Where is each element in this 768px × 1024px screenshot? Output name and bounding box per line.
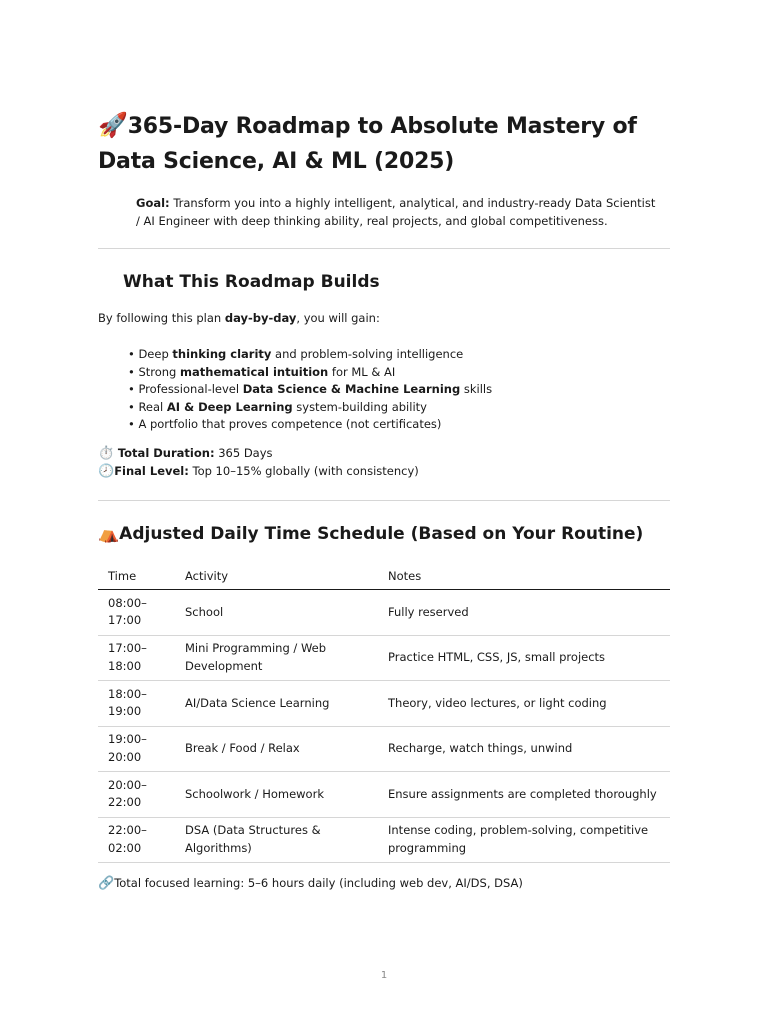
- stopwatch-icon: ⏱️: [98, 446, 115, 461]
- notes-cell: Practice HTML, CSS, JS, small projects: [378, 635, 670, 681]
- activity-cell: AI/Data Science Learning: [175, 681, 378, 727]
- table-row: [98, 590, 670, 636]
- goal-label: Goal:: [136, 196, 170, 210]
- activity-cell: School: [175, 590, 378, 636]
- duration-value: 365 Days: [218, 446, 273, 460]
- table-row: [98, 772, 670, 818]
- table-row: [98, 817, 670, 863]
- schedule-heading: [98, 522, 643, 546]
- schedule-summary: [98, 875, 523, 892]
- duration-label: Total Duration:: [117, 446, 215, 460]
- total-duration: [98, 445, 273, 462]
- summary-text: Total focused learning: 5–6 hours daily (including web dev, AI/DS, DSA): [114, 876, 523, 890]
- column-header-activity: Activity: [175, 562, 378, 590]
- schedule-heading-text: Adjusted Daily Time Schedule (Based on Your Routine): [119, 524, 644, 544]
- time-cell: 22:00–02:00: [98, 817, 175, 863]
- page-number: 1: [380, 970, 388, 981]
- column-header-time: Time: [98, 562, 175, 590]
- clock-icon: 🕗: [98, 464, 115, 479]
- notes-cell: Theory, video lectures, or light coding: [378, 681, 670, 727]
- time-cell: 20:00–22:00: [98, 772, 175, 818]
- divider: [98, 248, 670, 249]
- title-text: 365-Day Roadmap to Absolute Mastery of Data Science, AI & ML (2025): [98, 114, 637, 174]
- final-level: [98, 463, 419, 480]
- activity-cell: Schoolwork / Homework: [175, 772, 378, 818]
- table-row: [98, 681, 670, 727]
- builds-intro: [98, 310, 380, 326]
- schedule-table: [98, 562, 670, 863]
- divider: [98, 500, 670, 501]
- notes-cell: Fully reserved: [378, 590, 670, 636]
- link-icon: 🔗: [98, 876, 115, 891]
- table-row: [98, 635, 670, 681]
- list-item: • Real AI & Deep Learning system-building ability: [128, 399, 492, 417]
- table-header-row: [98, 562, 670, 590]
- notes-cell: Recharge, watch things, unwind: [378, 726, 670, 772]
- list-item: • Strong mathematical intuition for ML & AI: [128, 364, 492, 382]
- list-item: • Professional-level Data Science & Machine Learning skills: [128, 381, 492, 399]
- goal-text: Transform you into a highly intelligent, analytical, and industry-ready Data Scientist / AI Engineer with deep thinking ability, real projects, and global competitiveness.: [136, 196, 656, 228]
- time-cell: 17:00–18:00: [98, 635, 175, 681]
- time-cell: 18:00–19:00: [98, 681, 175, 727]
- page-title: [98, 108, 670, 179]
- table-row: [98, 726, 670, 772]
- list-item: • A portfolio that proves competence (not certificates): [128, 416, 492, 434]
- builds-heading: What This Roadmap Builds: [123, 272, 380, 292]
- gains-list: [128, 346, 492, 434]
- activity-cell: Break / Food / Relax: [175, 726, 378, 772]
- notes-cell: Intense coding, problem-solving, competitive programming: [378, 817, 670, 863]
- intro-prefix: By following this plan: [98, 311, 222, 325]
- goal-paragraph: [136, 194, 656, 230]
- list-item: • Deep thinking clarity and problem-solving intelligence: [128, 346, 492, 364]
- camping-tent-icon: ⛺: [98, 524, 120, 544]
- intro-suffix: , you will gain:: [296, 311, 380, 325]
- level-label: Final Level:: [114, 464, 189, 478]
- notes-cell: Ensure assignments are completed thoroughly: [378, 772, 670, 818]
- activity-cell: Mini Programming / Web Development: [175, 635, 378, 681]
- level-value: Top 10–15% globally (with consistency): [192, 464, 419, 478]
- time-cell: 08:00–17:00: [98, 590, 175, 636]
- intro-bold: day-by-day: [224, 311, 297, 325]
- activity-cell: DSA (Data Structures & Algorithms): [175, 817, 378, 863]
- column-header-notes: Notes: [378, 562, 670, 590]
- time-cell: 19:00–20:00: [98, 726, 175, 772]
- rocket-icon: 🚀: [98, 111, 128, 139]
